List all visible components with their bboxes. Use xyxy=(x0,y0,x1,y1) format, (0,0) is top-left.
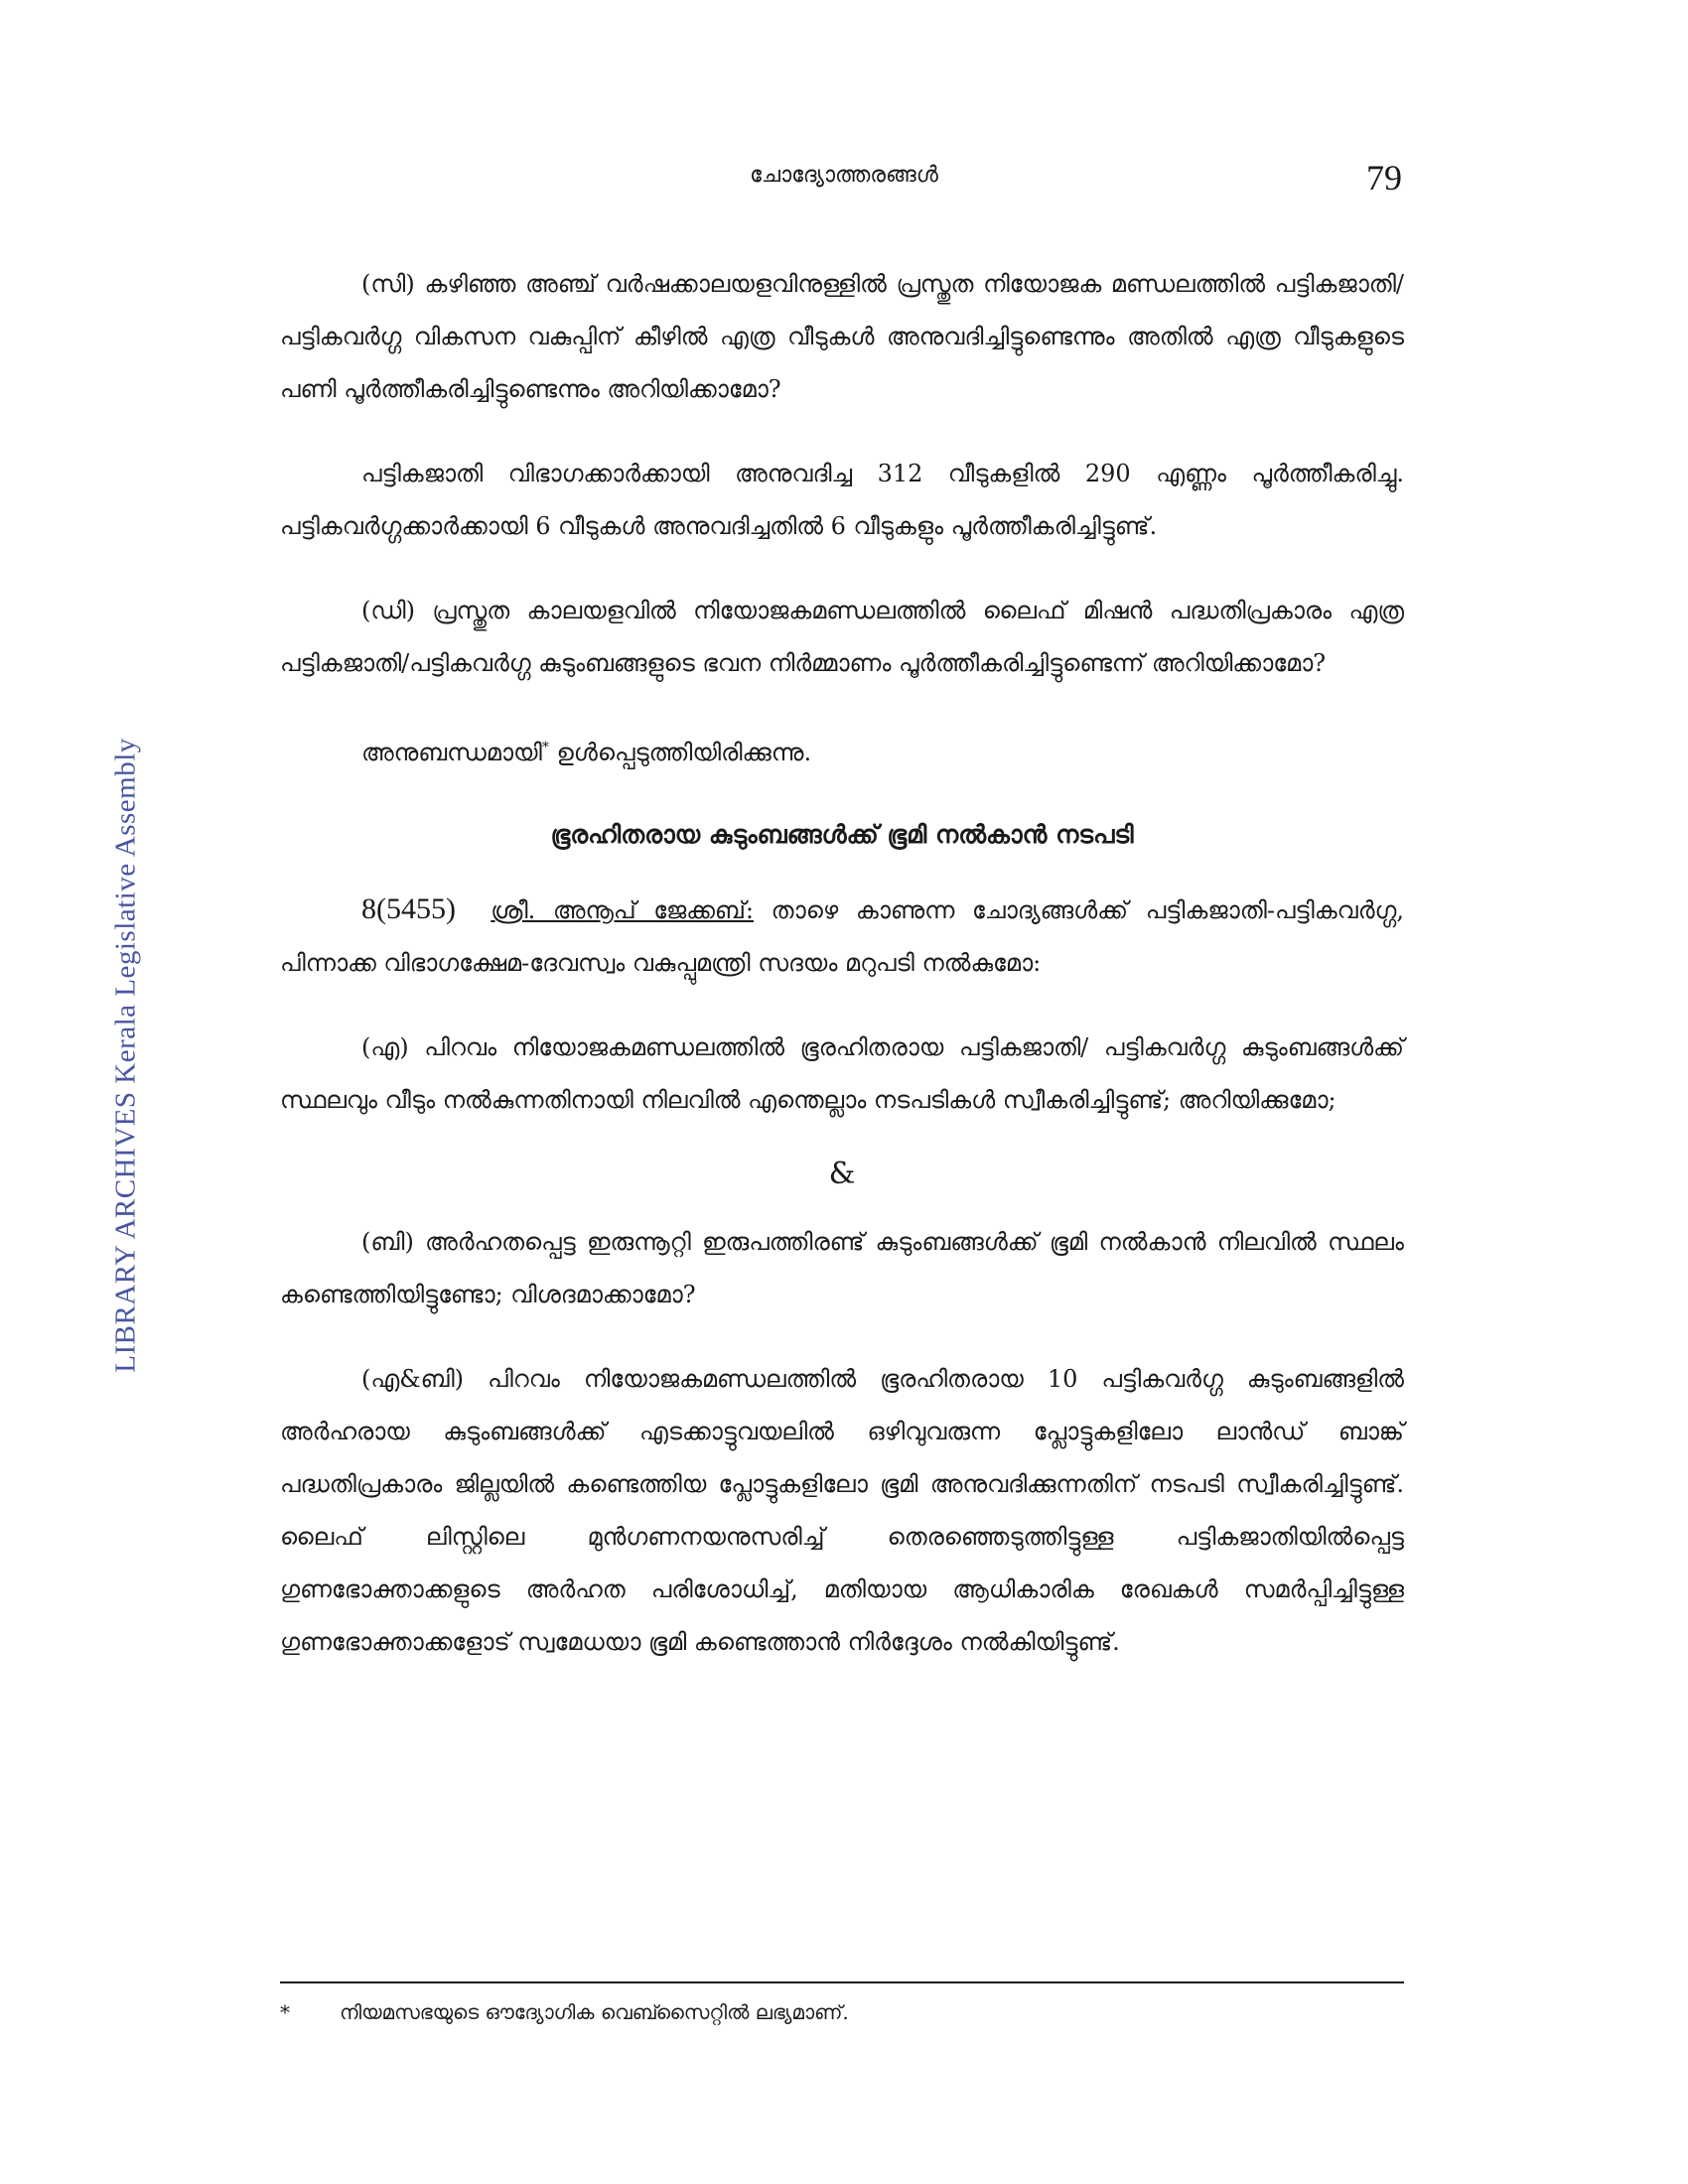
question-8-a: (എ) പിറവം നിയോജകമണ്ഡലത്തിൽ ഭൂരഹിതരായ പട്ടികജാതി/ പട്ടികവർഗ്ഗ കുടുംബങ്ങൾക്ക് സ്ഥലവും വീടും നൽകുന്നതിനായി നിലവിൽ എന്തെല്ലാം നടപടികൾ സ്വീകരിച്ചിട്ടുണ്ട്; അറിയിക്കുമോ; xyxy=(280,1033,1404,1114)
footnote-divider xyxy=(280,1981,1404,1983)
footnote-mark: * xyxy=(280,2000,290,2024)
footnote-text: നിയമസഭയുടെ ഔദ്യോഗിക വെബ്സൈറ്റിൽ ലഭ്യമാണ്. xyxy=(340,2000,849,2024)
running-title: ചോദ്യോത്തരങ്ങൾ xyxy=(750,163,938,188)
member-name: ശ്രീ. അനൂപ് ജേക്കബ്: xyxy=(491,896,755,924)
answer-d-rest: ഉൾപ്പെടുത്തിയിരിക്കുന്നു. xyxy=(548,739,812,766)
answer-d-text: അനുബന്ധമായി xyxy=(361,739,542,766)
question-c: (സി) കഴിഞ്ഞ അഞ്ച് വർഷക്കാലയളവിനുള്ളിൽ പ്രസ്തുത നിയോജക മണ്ഡലത്തിൽ പട്ടികജാതി/പട്ടികവർഗ്ഗ വികസന വകുപ്പിന് കീഴിൽ എത്ര വീടുകൾ അനുവദിച്ചിട്ടുണ്ടെന്നും അതിൽ എത്ര വീടുകളുടെ പണി പൂർത്തീകരിച്ചിട്ടുണ്ടെന്നും അറിയിക്കാമോ? xyxy=(280,270,1404,403)
ampersand: & xyxy=(828,1157,856,1191)
footnote xyxy=(280,1997,1404,2027)
watermark-text: LIBRARY ARCHIVES Kerala Legislative Assembly xyxy=(109,738,142,1373)
page-body xyxy=(280,258,1404,1701)
question-d: (ഡി) പ്രസ്തുത കാലയളവിൽ നിയോജകമണ്ഡലത്തിൽ ലൈഫ് മിഷൻ പദ്ധതിപ്രകാരം എത്ര പട്ടികജാതി/പട്ടികവർഗ്ഗ കുടുംബങ്ങളുടെ ഭവന നിർമ്മാണം പൂർത്തീകരിച്ചിട്ടുണ്ടെന്ന് അറിയിക്കാമോ? xyxy=(280,597,1404,677)
answer-d xyxy=(280,722,1404,779)
archive-watermark xyxy=(0,0,142,1373)
answer-8-ab: (എ&ബി) പിറവം നിയോജകമണ്ഡലത്തിൽ ഭൂരഹിതരായ 10 പട്ടികവർഗ്ഗ കുടുംബങ്ങളിൽ അർഹരായ കുടുംബങ്ങൾക്ക് എടക്കാട്ടുവയലിൽ ഒഴിവുവരുന്ന പ്ലോട്ടുകളിലോ ലാൻഡ് ബാങ്ക് പദ്ധതിപ്രകാരം ജില്ലയിൽ കണ്ടെത്തിയ പ്ലോട്ടുകളിലോ ഭൂമി അനുവദിക്കുന്നതിന് നടപടി സ്വീകരിച്ചിട്ടുണ്ട്. ലൈഫ് ലിസ്റ്റിലെ മുൻഗണനയനുസരിച്ച് തെരഞ്ഞെടുത്തിട്ടുള്ള പട്ടികജാതിയിൽപ്പെട്ട ഗുണഭോക്താക്കളുടെ അർഹത പരിശോധിച്ച്, മതിയായ ആധികാരിക രേഖകൾ സമർപ്പിച്ചിട്ടുള്ള ഗുണഭോക്താക്കളോട് സ്വമേധയാ ഭൂമി കണ്ടെത്താൻ നിർദ്ദേശം നൽകിയിട്ടുണ്ട്. xyxy=(280,1365,1404,1656)
question-8-b: (ബി) അർഹതപ്പെട്ട ഇരുന്നൂറ്റി ഇരുപത്തിരണ്ട് കുടുംബങ്ങൾക്ക് ഭൂമി നൽകാൻ നിലവിൽ സ്ഥലം കണ്ടെത്തിയിട്ടുണ്ടോ; വിശദമാക്കാമോ? xyxy=(280,1228,1404,1308)
section-heading: ഭൂരഹിതരായ കുടുംബങ്ങൾക്ക് ഭൂമി നൽകാൻ നടപടി xyxy=(550,820,1134,849)
footnote-reference: * xyxy=(541,740,549,755)
question-number: 8(5455) xyxy=(361,892,456,925)
question-8-intro-text: താഴെ കാണുന്ന ചോദ്യങ്ങൾക്ക് പട്ടികജാതി-പട്ടികവർഗ്ഗ, പിന്നാക്ക വിഭാഗക്ഷേമ-ദേവസ്വം വകുപ്പുമന്ത്രി സദയം മറുപടി നൽകുമോ: xyxy=(280,896,1404,977)
page-number: 79 xyxy=(1366,158,1402,198)
question-8-intro xyxy=(280,883,1404,990)
answer-c: പട്ടികജാതി വിഭാഗക്കാർക്കായി അനുവദിച്ച 312 വീടുകളിൽ 290 എണ്ണം പൂർത്തീകരിച്ചു. പട്ടികവർഗ്ഗക്കാർക്കായി 6 വീടുകൾ അനുവദിച്ചതിൽ 6 വീടുകളും പൂർത്തീകരിച്ചിട്ടുണ്ട്. xyxy=(280,460,1404,540)
